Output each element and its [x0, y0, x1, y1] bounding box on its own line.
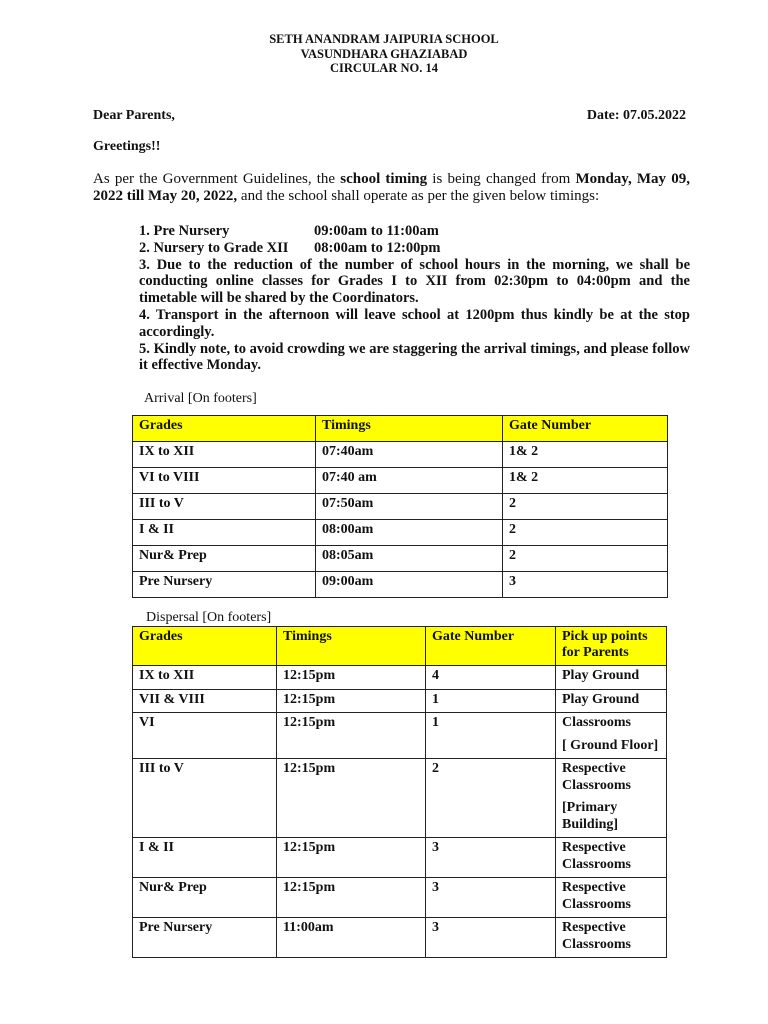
cell-text: 3: [432, 880, 439, 895]
point-1: 1. Pre Nursery 09:00am to 11:00am: [139, 223, 439, 239]
table-row: [133, 572, 668, 598]
cell-text: VI: [139, 715, 155, 730]
cell-text: Play Ground: [562, 668, 640, 683]
table-row: [133, 546, 668, 572]
table-cell: 08:00am: [316, 520, 503, 546]
timing-points: [139, 223, 690, 374]
intro-paragraph: As per the Government Guidelines, the school timing is being changed from Monday, May 09, 2022 till May 20, 2022, and the school shall operate as per the given below timings:: [93, 171, 690, 204]
table-cell: [556, 918, 667, 958]
cell-text: 12:15pm: [283, 761, 336, 776]
table-cell: [556, 759, 667, 838]
table-cell: [556, 666, 667, 690]
salutation: Dear Parents,: [93, 108, 175, 123]
cell-text: 3: [432, 840, 439, 855]
dispersal-table: [132, 626, 667, 958]
cell-text: Play Ground: [562, 691, 640, 707]
table-cell: [426, 759, 556, 838]
cell-text: 1: [432, 715, 439, 730]
table-header: Timings: [277, 627, 426, 666]
cell-subtext: [ Ground Floor]: [562, 737, 659, 753]
cell-text: 1: [432, 691, 439, 707]
table-row: [133, 759, 667, 838]
table-cell: [556, 838, 667, 878]
cell-text: 12:15pm: [283, 840, 336, 855]
cell-text: Nur& Prep: [139, 880, 207, 895]
school-location: VASUNDHARA GHAZIABAD: [300, 46, 468, 61]
arrival-table: [132, 415, 668, 598]
table-header: Gate Number: [503, 416, 668, 442]
cell-text: Respective Classrooms: [562, 840, 631, 872]
table-cell: 07:50am: [316, 494, 503, 520]
table-row: [133, 838, 667, 878]
table-cell: 2: [503, 546, 668, 572]
cell-text: 2: [432, 761, 439, 776]
table-cell: [556, 689, 667, 713]
table-cell: 1& 2: [503, 468, 668, 494]
table-cell: Pre Nursery: [133, 572, 316, 598]
table-row: [133, 468, 668, 494]
table-cell: [277, 918, 426, 958]
arrival-label: Arrival [On footers]: [144, 391, 257, 406]
table-cell: 2: [503, 494, 668, 520]
cell-text: 3: [432, 920, 439, 935]
table-cell: 1& 2: [503, 442, 668, 468]
table-cell: [426, 666, 556, 690]
table-cell: IX to XII: [133, 442, 316, 468]
table-cell: [133, 666, 277, 690]
table-row: [133, 520, 668, 546]
table-header: Grades: [133, 416, 316, 442]
table-cell: I & II: [133, 520, 316, 546]
point-2: 2. Nursery to Grade XII 08:00am to 12:00pm: [139, 239, 441, 256]
table-cell: [556, 713, 667, 759]
cell-text: III to V: [139, 761, 184, 776]
table-header: Gate Number: [426, 627, 556, 666]
table-cell: 2: [503, 520, 668, 546]
cell-subtext: [Primary Building]: [562, 800, 619, 832]
table-cell: III to V: [133, 494, 316, 520]
table-cell: [133, 918, 277, 958]
table-row: [133, 689, 667, 713]
cell-text: 12:15pm: [283, 668, 336, 683]
cell-text: 12:15pm: [283, 880, 336, 895]
cell-text: 12:15pm: [283, 715, 336, 730]
table-header: Pick up points for Parents: [556, 627, 667, 666]
point-3: 3. Due to the reduction of the number of school hours in the morning, we shall be conducting online classes for Grades I to XII from 02:30pm to 04:00pm and the timetable will be shared by the Coordinators.: [139, 256, 690, 307]
cell-text: Classrooms: [562, 715, 631, 730]
cell-text: Respective Classrooms: [562, 761, 631, 793]
table-header: Timings: [316, 416, 503, 442]
table-cell: [277, 878, 426, 918]
table-cell: 08:05am: [316, 546, 503, 572]
table-cell: [277, 689, 426, 713]
arrival-header-row: [133, 416, 668, 442]
dispersal-header-row: [133, 627, 667, 666]
table-cell: [426, 878, 556, 918]
dispersal-label: Dispersal [On footers]: [146, 610, 272, 625]
table-cell: [426, 838, 556, 878]
cell-text: VII & VIII: [139, 691, 205, 707]
school-name: SETH ANANDRAM JAIPURIA SCHOOL: [269, 32, 499, 46]
table-cell: 09:00am: [316, 572, 503, 598]
table-row: [133, 666, 667, 690]
cell-text: Respective Classrooms: [562, 920, 631, 952]
table-cell: 07:40 am: [316, 468, 503, 494]
table-cell: [133, 838, 277, 878]
table-cell: [133, 759, 277, 838]
cell-text: I & II: [139, 840, 175, 855]
table-cell: [556, 878, 667, 918]
table-header: Grades: [133, 627, 277, 666]
greetings: Greetings!!: [93, 139, 161, 154]
table-cell: [277, 666, 426, 690]
cell-text: IX to XII: [139, 668, 195, 683]
point-4: 4. Transport in the afternoon will leave school at 1200pm thus kindly be at the stop accordingly.: [139, 306, 690, 340]
cell-text: 12:15pm: [283, 691, 336, 707]
table-cell: [277, 713, 426, 759]
cell-text: 4: [432, 668, 439, 683]
table-cell: [426, 689, 556, 713]
table-row: [133, 494, 668, 520]
circular-number: CIRCULAR NO. 14: [330, 61, 438, 75]
cell-text: Pre Nursery: [139, 920, 213, 935]
letterhead: [0, 32, 768, 76]
table-cell: [277, 759, 426, 838]
table-row: [133, 442, 668, 468]
table-cell: 3: [503, 572, 668, 598]
table-cell: VI to VIII: [133, 468, 316, 494]
table-cell: [133, 878, 277, 918]
table-row: [133, 713, 667, 759]
table-cell: 07:40am: [316, 442, 503, 468]
table-cell: [133, 713, 277, 759]
table-row: [133, 878, 667, 918]
cell-text: Respective Classrooms: [562, 880, 631, 912]
circular-date: Date: 07.05.2022: [586, 108, 686, 123]
table-cell: [426, 713, 556, 759]
table-cell: [133, 689, 277, 713]
table-cell: [426, 918, 556, 958]
table-row: [133, 918, 667, 958]
table-cell: Nur& Prep: [133, 546, 316, 572]
cell-text: 11:00am: [283, 920, 334, 935]
table-cell: [277, 838, 426, 878]
point-5: 5. Kindly note, to avoid crowding we are staggering the arrival timings, and please follow it effective Monday.: [139, 340, 690, 374]
